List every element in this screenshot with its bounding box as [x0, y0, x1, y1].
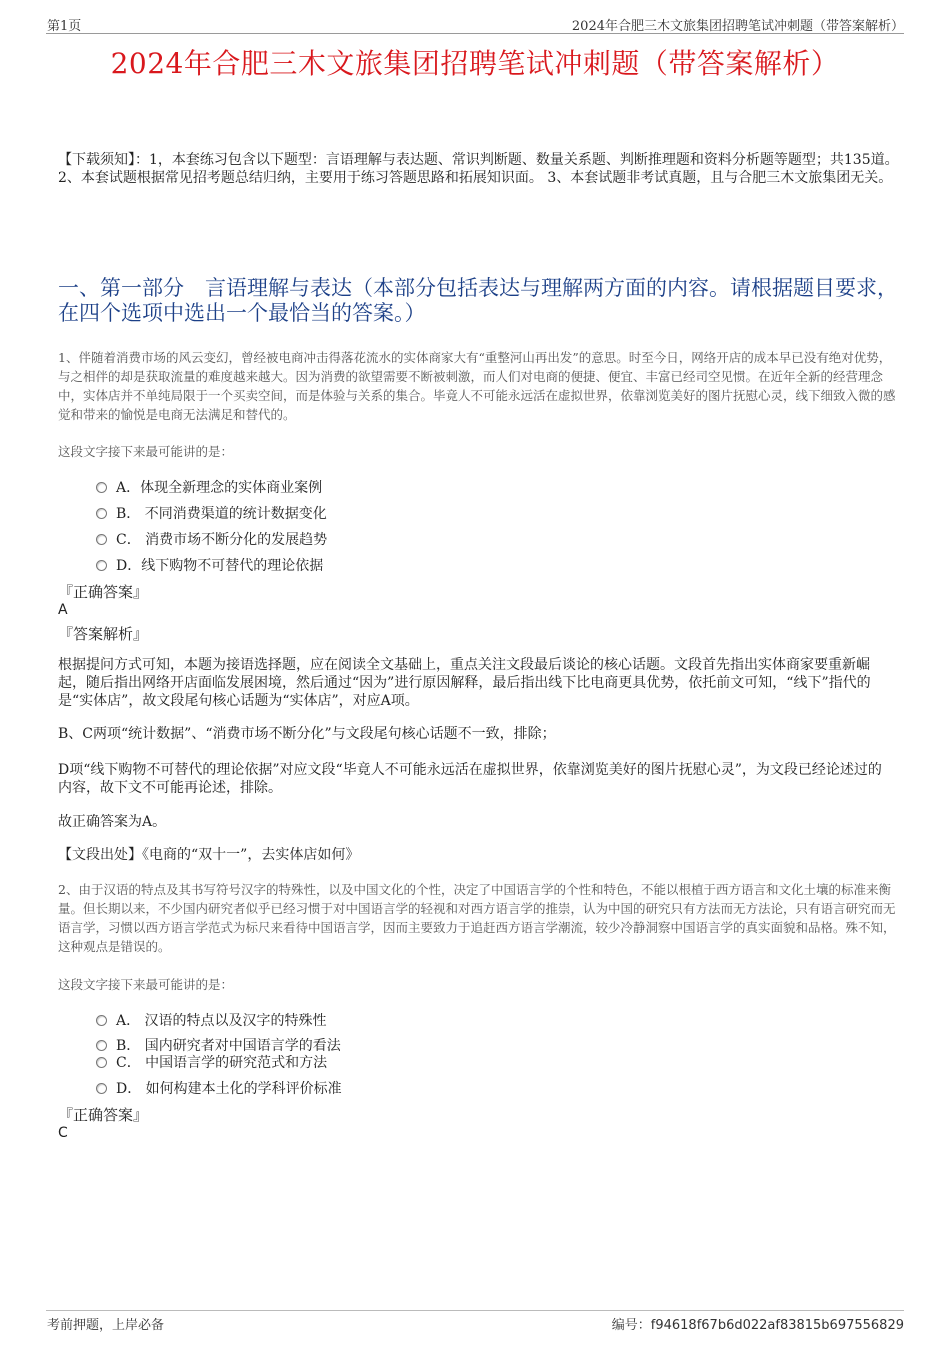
question-2-prompt: 这段文字接下来最可能讲的是： — [58, 977, 234, 992]
option-label: A．体现全新理念的实体商业案例 — [116, 480, 323, 496]
footer-code-label: 编号： — [611, 1318, 651, 1333]
passage-source: 【文段出处】《电商的“双十一”，去实体店如何》 — [58, 847, 360, 863]
radio-icon[interactable] — [96, 1015, 107, 1026]
option-label: C． 中国语言学的研究范式和方法 — [116, 1055, 328, 1071]
question-2-option-d[interactable] — [96, 1078, 342, 1098]
option-label: B． 国内研究者对中国语言学的看法 — [116, 1038, 341, 1054]
question-1-option-c[interactable] — [96, 529, 327, 549]
analysis-paragraph: B、C两项“统计数据”、“消费市场不断分化”与文段尾句核心话题不一致，排除； — [58, 726, 556, 742]
question-1-option-b[interactable] — [96, 503, 327, 523]
radio-icon[interactable] — [96, 1040, 107, 1051]
question-1-analysis-label: 『答案解析』 — [58, 625, 149, 643]
footer-slogan: 考前押题，上岸必备 — [47, 1318, 165, 1333]
footer-code-value: f94618f67b6d022af83815b697556829 — [650, 1318, 904, 1333]
download-notice: 【下载须知】：1，本套练习包含以下题型：言语理解与表达题、常识判断题、数量关系题、判断推理题和资料分析题等题型；共135道。 2、本套试题根据常见招考题总结归纳，主要用于练习答题思路和拓展知识面。 3、本套试题非考试真题，且与合肥三木文旅集团无关。 — [58, 152, 899, 186]
question-2-answer-label: 『正确答案』 — [58, 1106, 149, 1124]
question-1-answer-label: 『正确答案』 — [58, 583, 149, 601]
analysis-conclusion: 故正确答案为A。 — [58, 814, 167, 830]
question-2-option-a[interactable] — [96, 1010, 327, 1030]
header-doc-title: 2024年合肥三木文旅集团招聘笔试冲刺题（带答案解析） — [571, 19, 904, 34]
radio-icon[interactable] — [96, 534, 107, 545]
question-1-text: 1、伴随着消费市场的风云变幻，曾经被电商冲击得落花流水的实体商家大有“重整河山再出发”的意思。时至今日，网络开店的成本早已没有绝对优势，与之相伴的却是获取流量的难度越来越大。因为消费的欲望需要不断被刺激，而人们对电商的便捷、便宜、丰富已经司空见惯。在近年全新的经营理念中，实体店并不单纯局限于一个买卖空间，而是体验与关系的集合。毕竟人不可能永远活在虚拟世界，依靠浏览美好的图片抚慰心灵，线下细致入微的感觉和带来的愉悦是电商无法满足和替代的。 — [58, 350, 896, 422]
question-2-text: 2、由于汉语的特点及其书写符号汉字的特殊性，以及中国文化的个性，决定了中国语言学的个性和特色，不能以根植于西方语言和文化土壤的标准来衡量。但长期以来，不少国内研究者似乎已经习惯于对中国语言学的轻视和对西方语言学的推崇，认为中国的研究只有方法而无方法论，只有语言研究而无语言学，习惯以西方语言学范式为标尺来看待中国语言学，因而主要致力于追赶西方语言学潮流，较少冷静洞察中国语言学的真实面貌和品格。殊不知，这种观点是错误的。 — [58, 882, 896, 954]
radio-icon[interactable] — [96, 560, 107, 571]
question-2-answer: C — [58, 1125, 68, 1141]
question-2-option-c[interactable] — [96, 1052, 327, 1072]
option-label: D． 如何构建本土化的学科评价标准 — [116, 1081, 342, 1097]
analysis-paragraph: D项“线下购物不可替代的理论依据”对应文段“毕竟人不可能永远活在虚拟世界，依靠浏览美好的图片抚慰心灵”，为文段已经论述过的内容，故下文不可能再论述，排除。 — [58, 762, 882, 796]
section-heading: 一、第一部分 言语理解与表达（本部分包括表达与理解两方面的内容。请根据题目要求，在四个选项中选出一个最恰当的答案。） — [58, 276, 898, 325]
radio-icon[interactable] — [96, 508, 107, 519]
option-label: D．线下购物不可替代的理论依据 — [116, 558, 324, 574]
option-label: C． 消费市场不断分化的发展趋势 — [116, 532, 328, 548]
question-1-answer: A — [58, 602, 68, 618]
analysis-paragraph: 根据提问方式可知，本题为接语选择题，应在阅读全文基础上，重点关注文段最后谈论的核心话题。文段首先指出实体商家要重新崛起，随后指出网络开店面临发展困境，然后通过“因为”进行原因解释，最后指出线下比电商更具优势，依托前文可知，“线下”指代的是“实体店”，故文段尾句核心话题为“实体店”，对应A项。 — [58, 657, 871, 709]
question-1-prompt: 这段文字接下来最可能讲的是： — [58, 444, 234, 459]
radio-icon[interactable] — [96, 482, 107, 493]
radio-icon[interactable] — [96, 1083, 107, 1094]
footer-code — [612, 1314, 904, 1333]
page-title: 2024年合肥三木文旅集团招聘笔试冲刺题（带答案解析） — [110, 47, 840, 80]
header-page-label: 第1页 — [47, 19, 82, 34]
question-1-option-a[interactable] — [96, 477, 322, 497]
question-1-option-d[interactable] — [96, 555, 323, 575]
footer-divider — [46, 1310, 904, 1311]
header-divider — [46, 33, 904, 34]
radio-icon[interactable] — [96, 1057, 107, 1068]
option-label: A． 汉语的特点以及汉字的特殊性 — [116, 1013, 327, 1029]
option-label: B． 不同消费渠道的统计数据变化 — [116, 506, 327, 522]
